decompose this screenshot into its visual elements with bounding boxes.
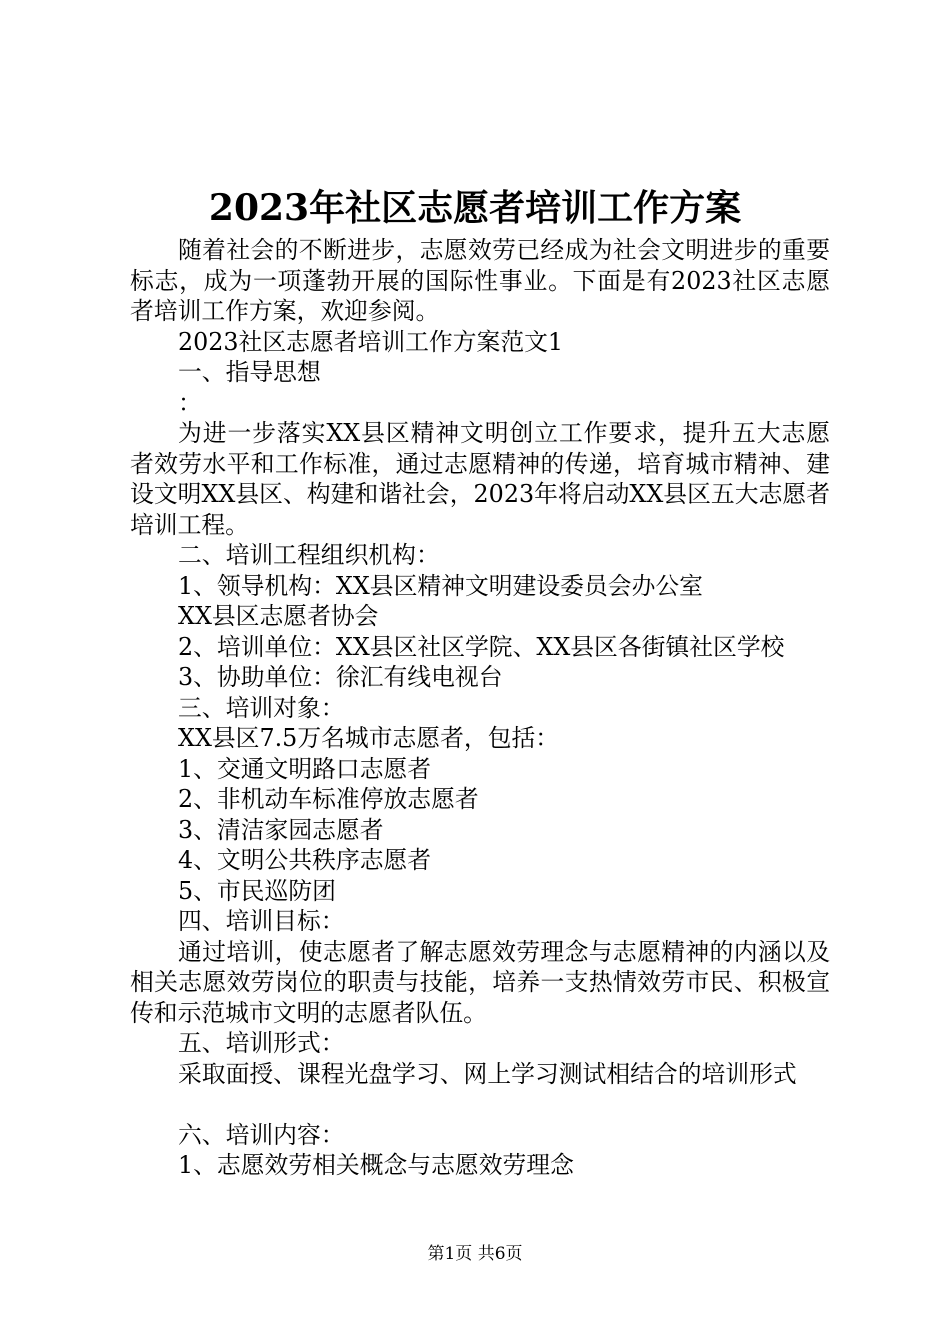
organization-item-association: XX县区志愿者协会 [178,602,379,630]
organization-item-leadership: 1、领导机构：XX县区精神文明建设委员会办公室 [178,571,703,600]
trainee-list-item: 3、清洁家园志愿者 [178,815,384,844]
section-heading-trainees: 三、培训对象： [178,693,345,722]
section-heading-guiding-thought: 一、指导思想 [178,358,321,386]
format-paragraph: 采取面授、课程光盘学习、网上学习测试相结合的培训形式 [178,1059,797,1088]
blank-line [130,1089,830,1120]
trainees-paragraph: XX县区7.5万名城市志愿者，包括： [178,724,560,752]
section-heading-goals: 四、培训目标： [178,907,345,935]
organization-item-training-unit: 2、培训单位：XX县区社区学院、XX县区各街镇社区学校 [178,632,785,661]
trainee-list-item: 1、交通文明路口志愿者 [178,754,432,783]
trainee-list-item: 5、市民巡防团 [178,876,336,905]
goals-paragraph: 通过培训，使志愿者了解志愿效劳理念与志愿精神的内涵以及相关志愿效劳岗位的职责与技能，培养一支热情效劳市民、积极宣传和示范城市文明的志愿者队伍。 [130,937,830,1027]
section-heading-organization: 二、培训工程组织机构： [178,541,440,569]
trainee-list-item: 4、文明公共秩序志愿者 [178,846,432,874]
page-number-footer: 第1页 共6页 [427,1244,523,1264]
section-heading-format: 五、培训形式： [178,1029,345,1057]
section-heading-content: 六、培训内容： [178,1120,345,1149]
document-body [130,235,830,1181]
content-list-item: 1、志愿效劳相关概念与志愿效劳理念 [178,1151,574,1179]
trainee-list-item: 2、非机动车标准停放志愿者 [178,785,479,813]
organization-item-assist-unit: 3、协助单位：徐汇有线电视台 [178,663,503,691]
section-colon: ： [178,388,202,417]
guiding-thought-paragraph: 为进一步落实XX县区精神文明创立工作要求，提升五大志愿者效劳水平和工作标准，通过志愿精神的传递，培育城市精神、建设文明XX县区、构建和谐社会，2023年将启动XX县区五大志愿者培训工程。 [130,419,830,539]
sample-subtitle: 2023社区志愿者培训工作方案范文1 [178,327,564,356]
intro-paragraph: 随着社会的不断进步，志愿效劳已经成为社会文明进步的重要标志，成为一项蓬勃开展的国际性事业。下面是有2023社区志愿者培训工作方案，欢迎参阅。 [130,236,830,325]
document-title: 2023年社区志愿者培训工作方案 [208,187,742,229]
